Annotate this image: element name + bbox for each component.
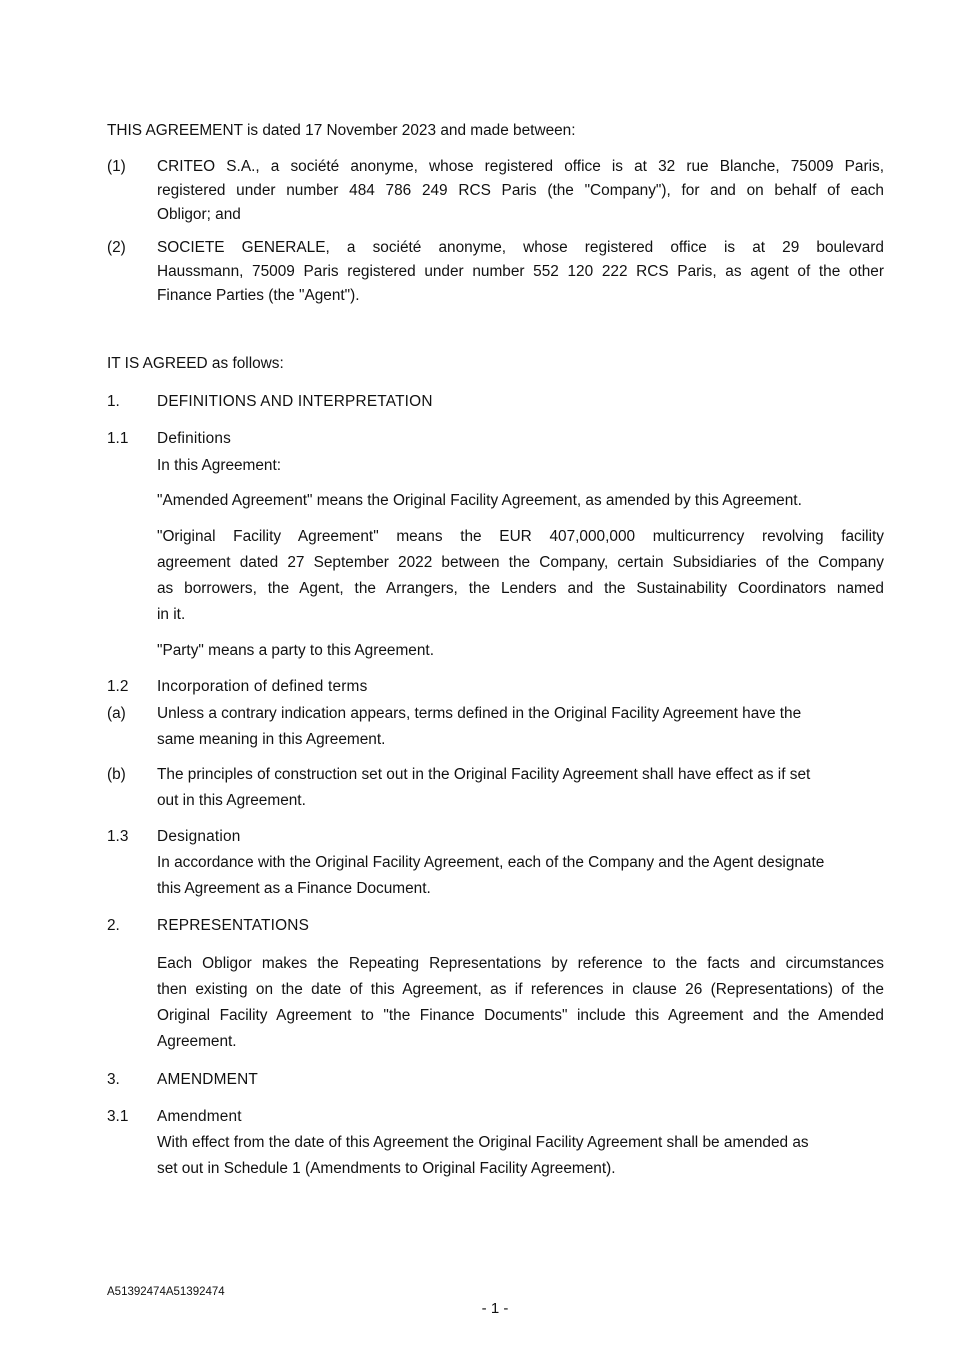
- definition-party: "Party" means a party to this Agreement.: [157, 642, 434, 659]
- clause-1-1-number: 1.1: [107, 430, 129, 447]
- definition-original-line-4: in it.: [157, 606, 186, 623]
- clause-3-1-line-1: With effect from the date of this Agreement the Original Facility Agreement shall be amended as: [157, 1134, 809, 1151]
- document-reference: A51392474A51392474: [107, 1286, 225, 1298]
- clause-1-1-heading: Definitions: [157, 430, 232, 447]
- definition-original-line-1: "Original Facility Agreement" means the EUR 407,000,000 multicurrency revolving facility: [157, 528, 884, 545]
- party-2-line-3: Finance Parties (the "Agent").: [157, 287, 360, 304]
- clause-3-1-number: 3.1: [107, 1108, 129, 1125]
- party-1-line-2: registered under number 484 786 249 RCS Paris (the "Company"), for and on behalf of each: [157, 182, 884, 199]
- clause-1-3-number: 1.3: [107, 828, 129, 845]
- party-2-line-1: SOCIETE GENERALE, a société anonyme, whose registered office is at 29 boulevard: [157, 239, 884, 256]
- section-2-heading: REPRESENTATIONS: [157, 917, 310, 934]
- clause-1-1-lead: In this Agreement:: [157, 457, 282, 474]
- definition-original-line-2: agreement dated 27 September 2022 between the Company, certain Subsidiaries of the Company: [157, 554, 884, 571]
- agreed-statement: IT IS AGREED as follows:: [107, 355, 284, 372]
- party-1-line-1: CRITEO S.A., a société anonyme, whose registered office is at 32 rue Blanche, 75009 Paris,: [157, 158, 884, 175]
- clause-1-2-a-line-2: same meaning in this Agreement.: [157, 731, 386, 748]
- section-3-number: 3.: [107, 1071, 120, 1088]
- clause-3-1-line-2: set out in Schedule 1 (Amendments to Original Facility Agreement).: [157, 1160, 616, 1177]
- page-number: - 1 -: [481, 1300, 509, 1317]
- section-1-number: 1.: [107, 393, 120, 410]
- section-2-line-2: then existing on the date of this Agreement, as if references in clause 26 (Representations) of the: [157, 981, 884, 998]
- clause-1-2-b-line-2: out in this Agreement.: [157, 792, 306, 809]
- section-2-number: 2.: [107, 917, 120, 934]
- section-2-line-1: Each Obligor makes the Repeating Representations by reference to the facts and circumstances: [157, 955, 884, 972]
- intro-paragraph: THIS AGREEMENT is dated 17 November 2023 and made between:: [107, 122, 576, 139]
- clause-1-3-line-1: In accordance with the Original Facility Agreement, each of the Company and the Agent designate: [157, 854, 825, 871]
- definition-amended-agreement: "Amended Agreement" means the Original Facility Agreement, as amended by this Agreement.: [157, 492, 802, 509]
- clause-1-2-number: 1.2: [107, 678, 129, 695]
- clause-1-2-b-line-1: The principles of construction set out in the Original Facility Agreement shall have effect as if set: [157, 766, 811, 783]
- party-2-number: (2): [107, 239, 126, 256]
- clause-1-2-a-number: (a): [107, 705, 126, 722]
- party-1-line-3: Obligor; and: [157, 206, 241, 223]
- clause-1-3-heading: Designation: [157, 828, 241, 845]
- clause-1-2-b-number: (b): [107, 766, 126, 783]
- party-2-line-2: Haussmann, 75009 Paris registered under number 552 120 222 RCS Paris, as agent of the other: [157, 263, 884, 280]
- definition-original-line-3: as borrowers, the Agent, the Arrangers, the Lenders and the Sustainability Coordinators named: [157, 580, 884, 597]
- section-1-heading: DEFINITIONS AND INTERPRETATION: [157, 393, 433, 410]
- section-2-line-4: Agreement.: [157, 1033, 237, 1050]
- party-1-number: (1): [107, 158, 126, 175]
- clause-1-2-heading: Incorporation of defined terms: [157, 678, 368, 695]
- section-3-heading: AMENDMENT: [157, 1071, 258, 1088]
- clause-1-3-line-2: this Agreement as a Finance Document.: [157, 880, 431, 897]
- section-2-line-3: Original Facility Agreement to "the Finance Documents" include this Agreement and the Amended: [157, 1007, 884, 1024]
- clause-3-1-heading: Amendment: [157, 1108, 242, 1125]
- clause-1-2-a-line-1: Unless a contrary indication appears, terms defined in the Original Facility Agreement have the: [157, 705, 802, 722]
